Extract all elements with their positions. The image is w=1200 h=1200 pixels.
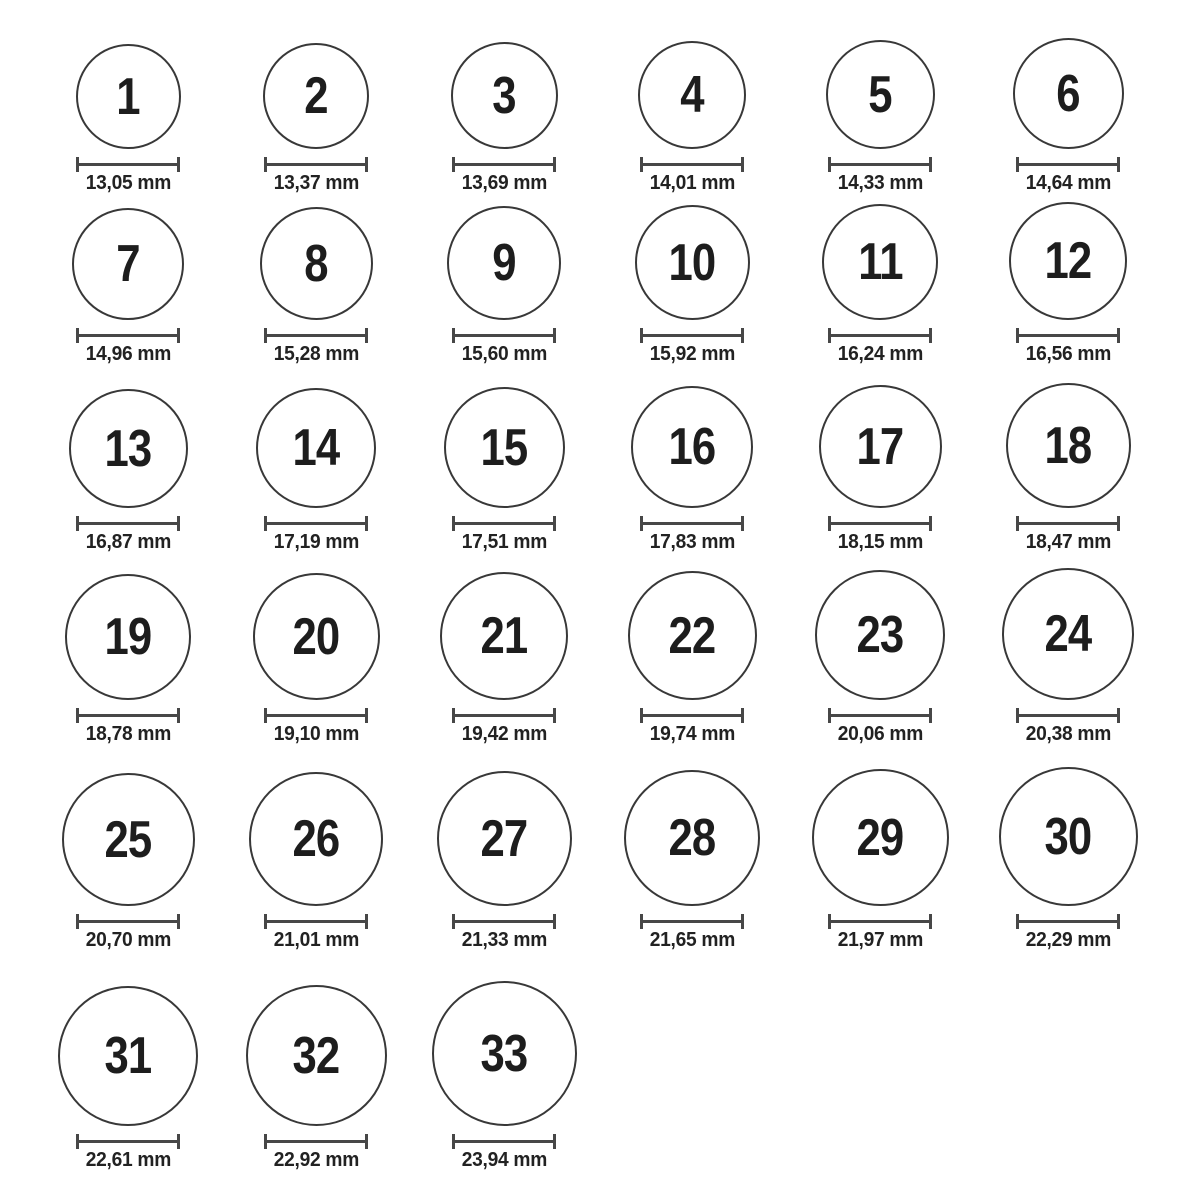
ring-circle (822, 204, 938, 320)
ring-size-row (34, 364, 1200, 552)
ring-size-cell (598, 41, 786, 193)
ring-size-cell (974, 568, 1162, 744)
ring-circle (432, 981, 577, 1126)
diameter-label: 16,87 mm (85, 531, 171, 553)
diameter-label: 22,61 mm (85, 1149, 171, 1171)
diameter-measure-line (76, 708, 180, 723)
diameter-label: 14,64 mm (1025, 172, 1111, 194)
ring-size-cell (222, 207, 410, 364)
ring-size-number: 11 (857, 233, 903, 291)
diameter-label: 18,78 mm (85, 723, 171, 745)
diameter-measure-line (264, 516, 368, 531)
diameter-label: 14,96 mm (85, 343, 171, 365)
diameter-label: 14,33 mm (837, 172, 923, 194)
diameter-measure-line (1016, 914, 1120, 929)
ring-size-cell (786, 570, 974, 744)
diameter-label: 15,92 mm (649, 343, 735, 365)
diameter-measure-line (640, 516, 744, 531)
ring-size-row (34, 184, 1200, 364)
ring-circle (815, 570, 945, 700)
ring-size-number: 27 (480, 809, 528, 868)
ring-size-cell (34, 208, 222, 364)
ring-circle (1006, 383, 1131, 508)
ring-size-cell (222, 43, 410, 193)
diameter-measure-line (76, 328, 180, 343)
ring-circle (249, 772, 383, 906)
ring-size-cell (410, 387, 598, 552)
ring-circle (812, 769, 949, 906)
diameter-label: 21,33 mm (461, 929, 547, 951)
diameter-label: 15,60 mm (461, 343, 547, 365)
diameter-measure-line (828, 708, 932, 723)
ring-size-cell (34, 389, 222, 552)
diameter-label: 17,19 mm (273, 531, 359, 553)
ring-circle (256, 388, 376, 508)
diameter-label: 19,10 mm (273, 723, 359, 745)
diameter-measure-line (452, 1134, 556, 1149)
diameter-measure-line (76, 516, 180, 531)
ring-size-cell (222, 388, 410, 552)
ring-size-number: 33 (480, 1024, 528, 1083)
diameter-label: 20,70 mm (85, 929, 171, 951)
diameter-measure-line (452, 914, 556, 929)
ring-circle (65, 574, 191, 700)
diameter-measure-line (452, 708, 556, 723)
ring-size-number: 20 (292, 607, 340, 666)
ring-size-number: 26 (292, 810, 340, 868)
ring-size-cell (974, 383, 1162, 552)
diameter-label: 22,92 mm (273, 1149, 359, 1171)
diameter-label: 18,47 mm (1025, 531, 1111, 553)
diameter-label: 16,24 mm (837, 343, 923, 365)
ring-size-cell (974, 38, 1162, 193)
ring-circle (624, 770, 760, 906)
ring-size-cell (598, 205, 786, 364)
ring-size-number: 7 (116, 235, 140, 293)
diameter-label: 16,56 mm (1025, 343, 1111, 365)
ring-size-cell (34, 44, 222, 193)
ring-size-number: 32 (292, 1026, 340, 1085)
ring-circle (628, 571, 757, 700)
ring-size-cell (410, 206, 598, 364)
ring-size-number: 4 (680, 66, 704, 124)
ring-size-row (34, 744, 1200, 950)
ring-size-cell (974, 202, 1162, 364)
diameter-measure-line (640, 328, 744, 343)
ring-circle (76, 44, 181, 149)
diameter-label: 14,01 mm (649, 172, 735, 194)
diameter-measure-line (640, 157, 744, 172)
ring-size-row (34, 950, 1200, 1170)
ring-size-cell (786, 769, 974, 950)
ring-circle (444, 387, 565, 508)
diameter-measure-line (828, 328, 932, 343)
ring-size-cell (34, 986, 222, 1170)
ring-circle (260, 207, 373, 320)
ring-size-cell (34, 773, 222, 950)
diameter-label: 21,01 mm (273, 929, 359, 951)
ring-circle (819, 385, 942, 508)
ring-size-number: 12 (1044, 232, 1092, 290)
diameter-label: 13,05 mm (85, 172, 171, 194)
diameter-measure-line (828, 516, 932, 531)
diameter-measure-line (264, 914, 368, 929)
ring-size-number: 15 (480, 418, 528, 477)
diameter-measure-line (640, 708, 744, 723)
ring-size-number: 19 (104, 608, 152, 666)
diameter-label: 22,29 mm (1025, 929, 1111, 951)
ring-size-cell (598, 386, 786, 552)
ring-size-cell (410, 981, 598, 1170)
ring-circle (638, 41, 746, 149)
ring-circle (246, 985, 387, 1126)
ring-size-number: 22 (668, 606, 716, 665)
diameter-label: 20,38 mm (1025, 723, 1111, 745)
ring-circle (440, 572, 568, 700)
ring-size-number: 21 (480, 607, 528, 665)
ring-size-cell (410, 572, 598, 744)
diameter-label: 23,94 mm (461, 1149, 547, 1171)
diameter-measure-line (264, 157, 368, 172)
ring-circle (447, 206, 561, 320)
diameter-measure-line (76, 157, 180, 172)
ring-size-number: 24 (1044, 605, 1092, 663)
ring-size-cell (410, 42, 598, 193)
diameter-measure-line (76, 1134, 180, 1149)
diameter-label: 19,42 mm (461, 723, 547, 745)
ring-circle (826, 40, 935, 149)
ring-size-cell (34, 574, 222, 744)
diameter-label: 20,06 mm (837, 723, 923, 745)
ring-size-number: 23 (856, 606, 904, 664)
diameter-label: 15,28 mm (273, 343, 359, 365)
diameter-label: 21,65 mm (649, 929, 735, 951)
ring-size-cell (222, 985, 410, 1170)
diameter-measure-line (264, 708, 368, 723)
ring-circle (69, 389, 188, 508)
ring-size-cell (598, 571, 786, 744)
diameter-measure-line (264, 1134, 368, 1149)
diameter-label: 19,74 mm (649, 723, 735, 745)
ring-size-cell (222, 573, 410, 744)
diameter-measure-line (264, 328, 368, 343)
diameter-measure-line (1016, 516, 1120, 531)
ring-size-number: 30 (1044, 807, 1092, 866)
diameter-measure-line (1016, 157, 1120, 172)
ring-size-cell (410, 771, 598, 950)
diameter-label: 17,51 mm (461, 531, 547, 553)
diameter-measure-line (76, 914, 180, 929)
diameter-measure-line (828, 914, 932, 929)
ring-size-cell (974, 767, 1162, 950)
ring-size-cell (786, 204, 974, 364)
ring-size-number: 14 (292, 419, 340, 477)
ring-circle (58, 986, 198, 1126)
ring-circle (62, 773, 195, 906)
ring-size-cell (222, 772, 410, 950)
ring-size-row (34, 38, 1200, 194)
ring-size-row (34, 552, 1200, 744)
diameter-label: 18,15 mm (837, 531, 923, 553)
diameter-measure-line (828, 157, 932, 172)
diameter-label: 21,97 mm (837, 929, 923, 951)
ring-size-number: 28 (668, 809, 716, 867)
ring-size-number: 25 (104, 810, 152, 869)
ring-size-number: 18 (1044, 416, 1092, 475)
diameter-measure-line (452, 328, 556, 343)
ring-size-number: 2 (304, 67, 328, 125)
ring-circle (635, 205, 750, 320)
ring-size-number: 3 (492, 66, 516, 125)
ring-size-number: 1 (116, 67, 140, 126)
ring-circle (72, 208, 184, 320)
ring-size-cell (786, 40, 974, 193)
ring-circle (263, 43, 369, 149)
ring-size-number: 5 (868, 65, 892, 124)
ring-size-number: 6 (1056, 64, 1080, 123)
ring-circle (1013, 38, 1124, 149)
diameter-measure-line (640, 914, 744, 929)
ring-size-cell (786, 385, 974, 552)
ring-size-number: 10 (668, 233, 716, 292)
ring-size-number: 8 (304, 234, 328, 293)
ring-size-number: 16 (668, 418, 716, 476)
diameter-label: 13,37 mm (273, 172, 359, 194)
ring-circle (999, 767, 1138, 906)
ring-circle (253, 573, 380, 700)
diameter-measure-line (452, 157, 556, 172)
diameter-measure-line (1016, 328, 1120, 343)
ring-circle (631, 386, 753, 508)
ring-size-number: 31 (104, 1027, 152, 1085)
ring-circle (451, 42, 558, 149)
ring-circle (437, 771, 572, 906)
ring-size-number: 17 (856, 417, 904, 476)
ring-size-number: 29 (856, 808, 904, 867)
diameter-label: 17,83 mm (649, 531, 735, 553)
ring-circle (1009, 202, 1127, 320)
diameter-measure-line (452, 516, 556, 531)
diameter-measure-line (1016, 708, 1120, 723)
ring-size-number: 13 (104, 419, 152, 478)
diameter-label: 13,69 mm (461, 172, 547, 194)
ring-size-number: 9 (492, 234, 516, 292)
ring-circle (1002, 568, 1134, 700)
ring-size-cell (598, 770, 786, 950)
